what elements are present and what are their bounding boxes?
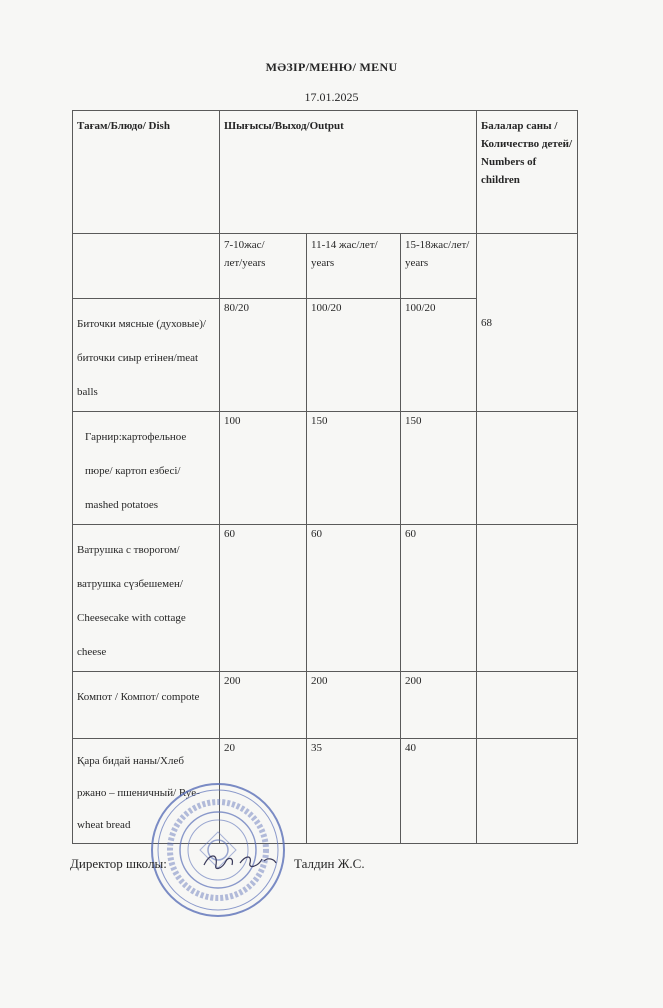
header-output: Шығысы/Выход/Output [220,111,477,234]
table-row [73,672,578,739]
empty-cell [477,739,578,844]
header-children: Балалар саны /Количество детей/ Numbers of children [477,111,578,234]
age-groups-row [73,234,578,299]
output-value: 100/20 [401,299,477,412]
dish-name [73,525,220,672]
output-value: 80/20 [220,299,307,412]
empty-cell [477,412,578,525]
dish-text: Биточки мясные (духовые)/биточки сиыр етінен/meat balls [77,318,206,398]
table-row [73,525,578,672]
table-row [73,412,578,525]
dish-text: Қара бидай наны/Хлеб ржано – пшеничный/ Rye-wheat bread [77,755,200,831]
output-value: 200 [220,672,307,739]
output-value: 20 [220,739,307,844]
dish-name [73,672,220,739]
menu-table [72,110,578,844]
output-value: 60 [401,525,477,672]
output-value: 100/20 [307,299,401,412]
age-group-2: 11-14 жас/лет/ years [307,234,401,299]
menu-date: 17.01.2025 [304,90,359,104]
dish-text: Гарнир:картофельное пюре/ картоп езбесі/ mashed potatoes [85,431,187,511]
output-value: 200 [307,672,401,739]
output-value: 150 [307,412,401,525]
page-title: МӘЗІР/МЕНЮ/ MENU [265,60,398,74]
dish-text: Ватрушка с творогом/ ватрушка сүзбешемен/ Cheesecake with cottage cheese [77,544,186,658]
dish-name [73,412,220,525]
output-value: 150 [401,412,477,525]
empty-cell [477,525,578,672]
children-count: 68 [477,234,578,412]
director-label: Директор школы: [70,856,167,871]
empty-cell [73,234,220,299]
table-header-row [73,111,578,234]
output-value: 200 [401,672,477,739]
age-group-1: 7-10жас/лет/years [220,234,307,299]
output-value: 60 [220,525,307,672]
signature-row [70,852,590,892]
dish-text: Компот / Компот/ compote [77,691,200,703]
empty-cell [477,672,578,739]
age-group-3: 15-18жас/лет/ years [401,234,477,299]
output-value: 100 [220,412,307,525]
output-value: 35 [307,739,401,844]
output-value: 60 [307,525,401,672]
director-name: Талдин Ж.С. [294,856,365,871]
output-value: 40 [401,739,477,844]
header-dish: Тағам/Блюдо/ Dish [73,111,220,234]
dish-name [73,299,220,412]
